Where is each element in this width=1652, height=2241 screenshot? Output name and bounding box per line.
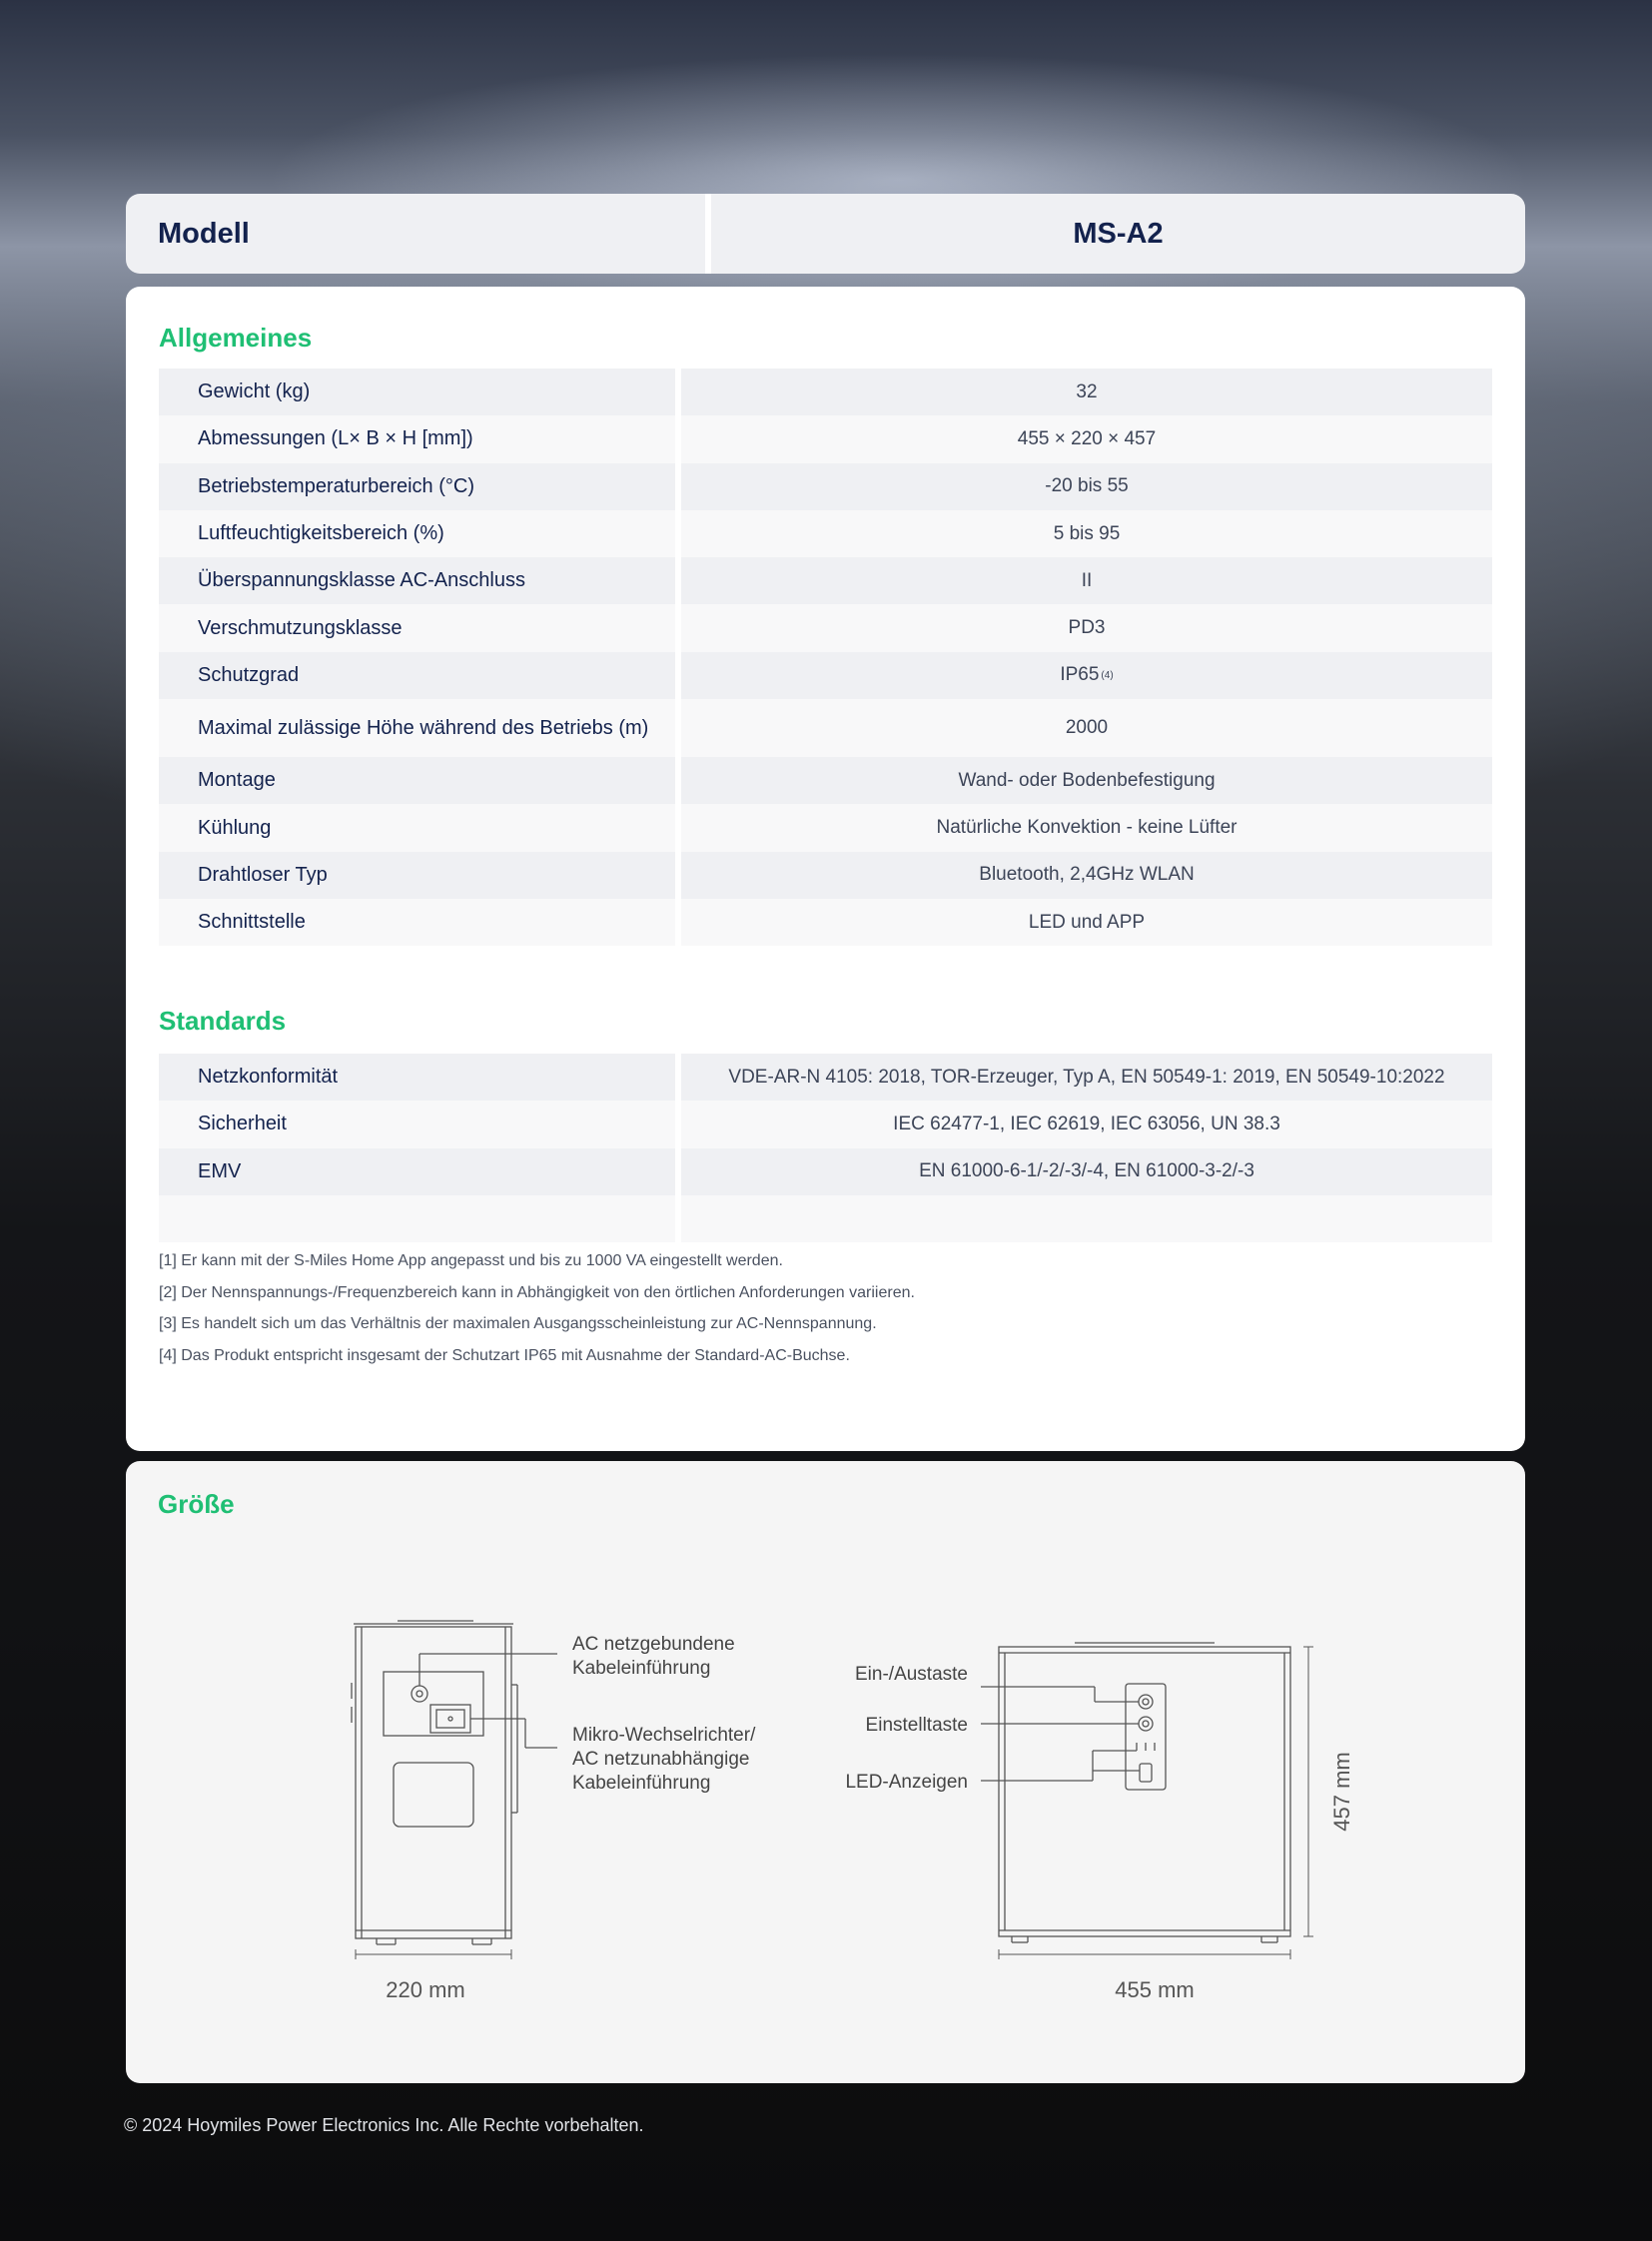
spec-value xyxy=(681,652,1492,699)
spec-value xyxy=(681,1054,1492,1101)
spec-value-text: EN 61000-6-1/-2/-3/-4, EN 61000-3-2/-3 xyxy=(919,1160,1254,1182)
label-micro-line3: Kabeleinführung xyxy=(572,1773,711,1794)
spec-row xyxy=(159,510,1492,557)
spec-value-text: PD3 xyxy=(1068,617,1106,639)
spec-value xyxy=(681,899,1492,946)
spec-label: Überspannungsklasse AC-Anschluss xyxy=(159,557,675,604)
spec-value xyxy=(681,369,1492,415)
model-header xyxy=(126,194,1525,274)
spec-row xyxy=(159,1101,1492,1147)
spec-row xyxy=(159,415,1492,462)
size-section-title: Größe xyxy=(158,1489,235,1519)
size-card xyxy=(126,1461,1525,2083)
dim-width-front: 455 mm xyxy=(1115,1977,1195,2002)
footnote: [1] Er kann mit der S-Miles Home App angepasst und bis zu 1000 VA eingestellt werden. xyxy=(159,1252,783,1269)
model-label: Modell xyxy=(126,194,711,274)
spec-label: Kühlung xyxy=(159,804,675,851)
general-spec-table xyxy=(159,369,1492,946)
spec-value-text: IP65 xyxy=(1060,664,1100,686)
spec-row xyxy=(159,463,1492,510)
spec-row xyxy=(159,1054,1492,1101)
spec-card xyxy=(126,287,1525,1451)
spec-label: Abmessungen (L× B × H [mm]) xyxy=(159,415,675,462)
spec-value-text: VDE-AR-N 4105: 2018, TOR-Erzeuger, Typ A, EN 50549-1: 2019, EN 50549-10:2022 xyxy=(728,1066,1445,1088)
spec-row xyxy=(159,804,1492,851)
spec-value xyxy=(681,604,1492,651)
label-micro-line1: Mikro-Wechselrichter/ xyxy=(572,1725,756,1746)
spec-row xyxy=(159,604,1492,651)
general-section-title: Allgemeines xyxy=(159,323,313,353)
model-value: MS-A2 xyxy=(1073,217,1164,250)
front-view-drawing xyxy=(981,1643,1313,1959)
spec-label: Drahtloser Typ xyxy=(159,852,675,899)
spec-value-text: 2000 xyxy=(1065,717,1109,739)
spec-value-text: Wand- oder Bodenbefestigung xyxy=(958,769,1216,791)
label-setting-button: Einstelltaste xyxy=(865,1715,968,1736)
spec-label: Montage xyxy=(159,757,675,804)
label-micro-line2: AC netzunabhängige xyxy=(572,1749,750,1770)
dim-width-side: 220 mm xyxy=(386,1977,465,2002)
spec-value xyxy=(681,852,1492,899)
footnote-ref: (4) xyxy=(1101,669,1114,681)
spec-value-text: Natürliche Konvektion - keine Lüfter xyxy=(936,817,1238,839)
spec-value xyxy=(681,804,1492,851)
label-led-indicators: LED-Anzeigen xyxy=(845,1772,968,1793)
spec-value-text: IEC 62477-1, IEC 62619, IEC 63056, UN 38.3 xyxy=(893,1113,1280,1134)
spec-value-text: LED und APP xyxy=(1028,911,1146,933)
spec-value-text: Bluetooth, 2,4GHz WLAN xyxy=(979,864,1195,886)
spec-value-text: II xyxy=(1081,569,1093,591)
spec-value-text: 455 × 220 × 457 xyxy=(1017,427,1157,449)
spec-label: Luftfeuchtigkeitsbereich (%) xyxy=(159,510,675,557)
spec-row xyxy=(159,1148,1492,1195)
spec-row xyxy=(159,1195,1492,1242)
spec-label: Netzkonformität xyxy=(159,1054,675,1101)
spec-value-text: 5 bis 95 xyxy=(1053,522,1121,544)
side-view-drawing xyxy=(352,1621,557,1959)
spec-label: Betriebstemperaturbereich (°C) xyxy=(159,463,675,510)
spec-label: Maximal zulässige Höhe während des Betriebs (m) xyxy=(159,699,675,757)
footnote: [2] Der Nennspannungs-/Frequenzbereich kann in Abhängigkeit von den örtlichen Anforderungen variieren. xyxy=(159,1283,915,1301)
spec-value xyxy=(681,699,1492,757)
spec-row xyxy=(159,852,1492,899)
label-ac-grid-line2: Kabeleinführung xyxy=(572,1658,711,1679)
spec-label: Schnittstelle xyxy=(159,899,675,946)
dim-height: 457 mm xyxy=(1329,1752,1354,1832)
spec-label: Gewicht (kg) xyxy=(159,369,675,415)
spec-value-text: -20 bis 55 xyxy=(1045,475,1129,497)
standards-spec-table xyxy=(159,1054,1492,1242)
spec-row xyxy=(159,652,1492,699)
label-power-button: Ein-/Austaste xyxy=(855,1664,968,1685)
spec-label: Schutzgrad xyxy=(159,652,675,699)
spec-row xyxy=(159,757,1492,804)
label-ac-grid-line1: AC netzgebundene xyxy=(572,1634,735,1655)
spec-value xyxy=(681,415,1492,462)
spec-label: Sicherheit xyxy=(159,1101,675,1147)
dimension-drawing xyxy=(126,1461,1525,2083)
footnote: [4] Das Produkt entspricht insgesamt der Schutzart IP65 mit Ausnahme der Standard-AC-Buchse. xyxy=(159,1346,850,1364)
spec-value xyxy=(681,510,1492,557)
footnote: [3] Es handelt sich um das Verhältnis der maximalen Ausgangsscheinleistung zur AC-Nennspannung. xyxy=(159,1315,877,1332)
spec-row xyxy=(159,369,1492,415)
spec-row xyxy=(159,899,1492,946)
spec-value xyxy=(681,1195,1492,1242)
spec-value-text: 32 xyxy=(1076,380,1098,402)
spec-value xyxy=(681,757,1492,804)
standards-section-title: Standards xyxy=(159,1006,287,1036)
spec-label: Verschmutzungsklasse xyxy=(159,604,675,651)
spec-value xyxy=(681,557,1492,604)
footnotes xyxy=(159,1245,915,1371)
spec-label xyxy=(159,1195,675,1242)
copyright-footer: © 2024 Hoymiles Power Electronics Inc. Alle Rechte vorbehalten. xyxy=(124,2115,644,2135)
spec-row xyxy=(159,699,1492,757)
spec-label: EMV xyxy=(159,1148,675,1195)
spec-value xyxy=(681,463,1492,510)
spec-value xyxy=(681,1148,1492,1195)
spec-value xyxy=(681,1101,1492,1147)
spec-row xyxy=(159,557,1492,604)
